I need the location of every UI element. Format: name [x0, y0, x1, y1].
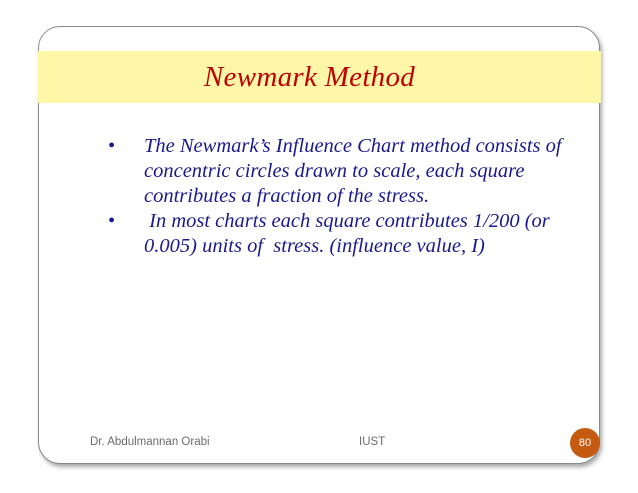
page-number-badge: 80 [570, 428, 600, 458]
title-band [38, 51, 601, 103]
bullet-item [108, 134, 578, 209]
bullet-item [108, 209, 578, 259]
slide-content [108, 134, 578, 259]
slide-title: Newmark Method [203, 60, 416, 93]
bullet-marker: • [108, 210, 116, 232]
footer-institution: IUST [359, 436, 386, 448]
bullet-text: In most charts each square contributes 1/200 (or 0.005) units of stress. (influence value, I) [144, 210, 555, 257]
bullet-marker: • [108, 135, 116, 157]
bullet-text: The Newmark’s Influence Chart method consists of concentric circles drawn to scale, each square contributes a fraction of the stress. [144, 135, 562, 207]
footer-author: Dr. Abdulmannan Orabi [90, 436, 210, 448]
